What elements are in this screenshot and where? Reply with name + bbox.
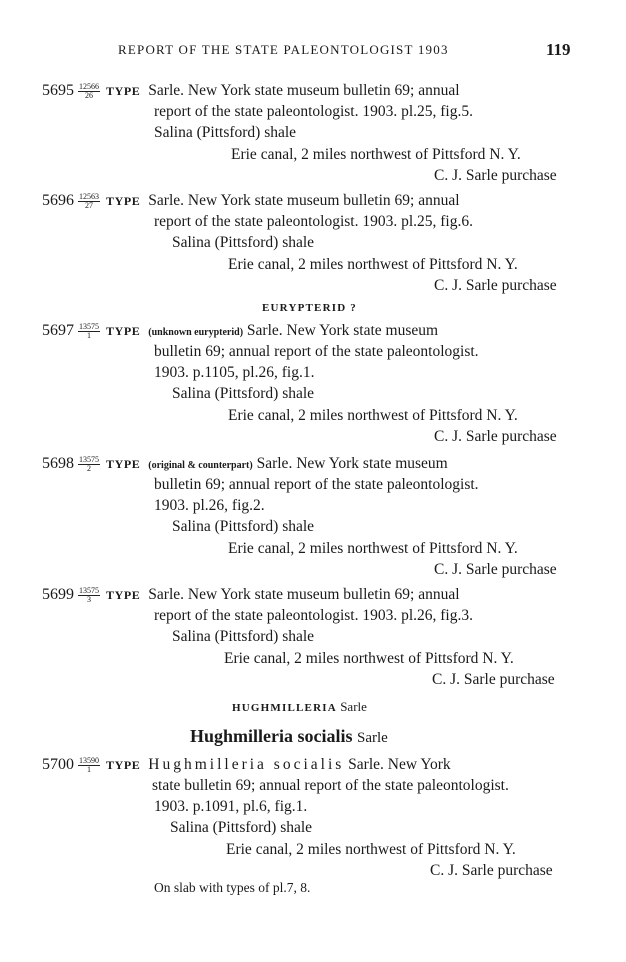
footnote: On slab with types of pl.7, 8.: [154, 880, 311, 895]
citation-line: report of the state paleontologist. 1903. pl.25, fig.5.: [154, 103, 473, 120]
section-heading-genus: [232, 699, 367, 715]
formation: Salina (Pittsford) shale: [172, 385, 315, 402]
citation-start: Sarle. New York: [348, 756, 451, 773]
citation-line: bulletin 69; annual report of the state paleontologist.: [154, 476, 479, 493]
citation-start: Sarle. New York state museum: [256, 455, 448, 472]
type-label: TYPE: [106, 194, 141, 208]
citation-line: state bulletin 69; annual report of the state paleontologist.: [152, 777, 509, 794]
genus-author: Sarle: [340, 699, 367, 714]
species-name: Hughmilleria socialis: [190, 726, 353, 746]
citation-line: report of the state paleontologist. 1903. pl.25, fig.6.: [154, 213, 473, 230]
locality: Erie canal, 2 miles northwest of Pittsford N. Y.: [228, 540, 518, 557]
collector: C. J. Sarle purchase: [434, 428, 557, 445]
collector: C. J. Sarle purchase: [434, 167, 557, 184]
type-label: TYPE: [106, 457, 141, 471]
type-label: TYPE: [106, 324, 141, 338]
catalog-fraction: $\frac{13590}{1}$: [79, 755, 99, 774]
type-qualifier: (original & counterpart): [148, 460, 253, 471]
species-heading: [190, 726, 388, 747]
catalog-number: 5698: [42, 455, 74, 472]
formation: Salina (Pittsford) shale: [154, 124, 297, 141]
catalog-fraction: $\frac{13575}{3}$: [79, 585, 99, 604]
type-label: TYPE: [106, 84, 141, 98]
catalog-number: 5699: [42, 586, 74, 603]
collector: C. J. Sarle purchase: [430, 862, 553, 879]
citation-start: Sarle. New York state museum bulletin 69; annual: [148, 192, 460, 209]
catalog-number: 5700: [42, 756, 74, 773]
entry-first-line: [42, 322, 438, 340]
catalog-fraction: $\frac{13575}{2}$: [79, 454, 99, 473]
entry-first-line: [42, 192, 460, 210]
catalog-number: 5696: [42, 192, 74, 209]
entry-first-line: [42, 82, 460, 100]
formation: Salina (Pittsford) shale: [172, 628, 315, 645]
locality: Erie canal, 2 miles northwest of Pittsford N. Y.: [228, 407, 518, 424]
collector: C. J. Sarle purchase: [432, 671, 555, 688]
citation-line-2: 1903. p.1091, pl.6, fig.1.: [154, 798, 308, 815]
collector: C. J. Sarle purchase: [434, 277, 557, 294]
citation-line-2: 1903. p.1105, pl.26, fig.1.: [154, 364, 315, 381]
citation-line: report of the state paleontologist. 1903. pl.26, fig.3.: [154, 607, 473, 624]
citation-line-2: 1903. pl.26, fig.2.: [154, 497, 265, 514]
type-label: TYPE: [106, 588, 141, 602]
formation: Salina (Pittsford) shale: [172, 518, 315, 535]
catalog-number: 5695: [42, 82, 74, 99]
locality: Erie canal, 2 miles northwest of Pittsford N. Y.: [231, 146, 521, 163]
catalog-fraction: $\frac{13575}{1}$: [79, 321, 99, 340]
formation: Salina (Pittsford) shale: [170, 819, 313, 836]
catalog-fraction: $\frac{12563}{27}$: [79, 191, 99, 210]
species-author: Sarle: [357, 730, 388, 746]
locality: Erie canal, 2 miles northwest of Pittsford N. Y.: [224, 650, 514, 667]
species-spaced: Hughmilleria socialis: [148, 756, 345, 773]
citation-start: Sarle. New York state museum bulletin 69; annual: [148, 82, 460, 99]
section-heading-eurypterid: EURYPTERID ?: [262, 302, 357, 314]
locality: Erie canal, 2 miles northwest of Pittsford N. Y.: [228, 256, 518, 273]
locality: Erie canal, 2 miles northwest of Pittsford N. Y.: [226, 841, 516, 858]
entry-first-line: [42, 586, 460, 604]
running-header: REPORT OF THE STATE PALEONTOLOGIST 1903: [118, 42, 449, 57]
citation-start: Sarle. New York state museum: [246, 322, 439, 339]
entry-first-line: [42, 455, 448, 473]
entry-first-line: [42, 756, 451, 774]
collector: C. J. Sarle purchase: [434, 561, 557, 578]
type-qualifier: (unknown eurypterid): [148, 327, 244, 338]
catalog-number: 5697: [42, 322, 74, 339]
citation-start: Sarle. New York state museum bulletin 69; annual: [148, 586, 460, 603]
page-number: 119: [546, 40, 571, 59]
catalog-fraction: $\frac{12566}{26}$: [79, 81, 99, 100]
citation-line: bulletin 69; annual report of the state paleontologist.: [154, 343, 479, 360]
formation: Salina (Pittsford) shale: [172, 234, 315, 251]
type-label: TYPE: [106, 758, 141, 772]
genus-name: HUGHMILLERIA: [232, 702, 337, 714]
